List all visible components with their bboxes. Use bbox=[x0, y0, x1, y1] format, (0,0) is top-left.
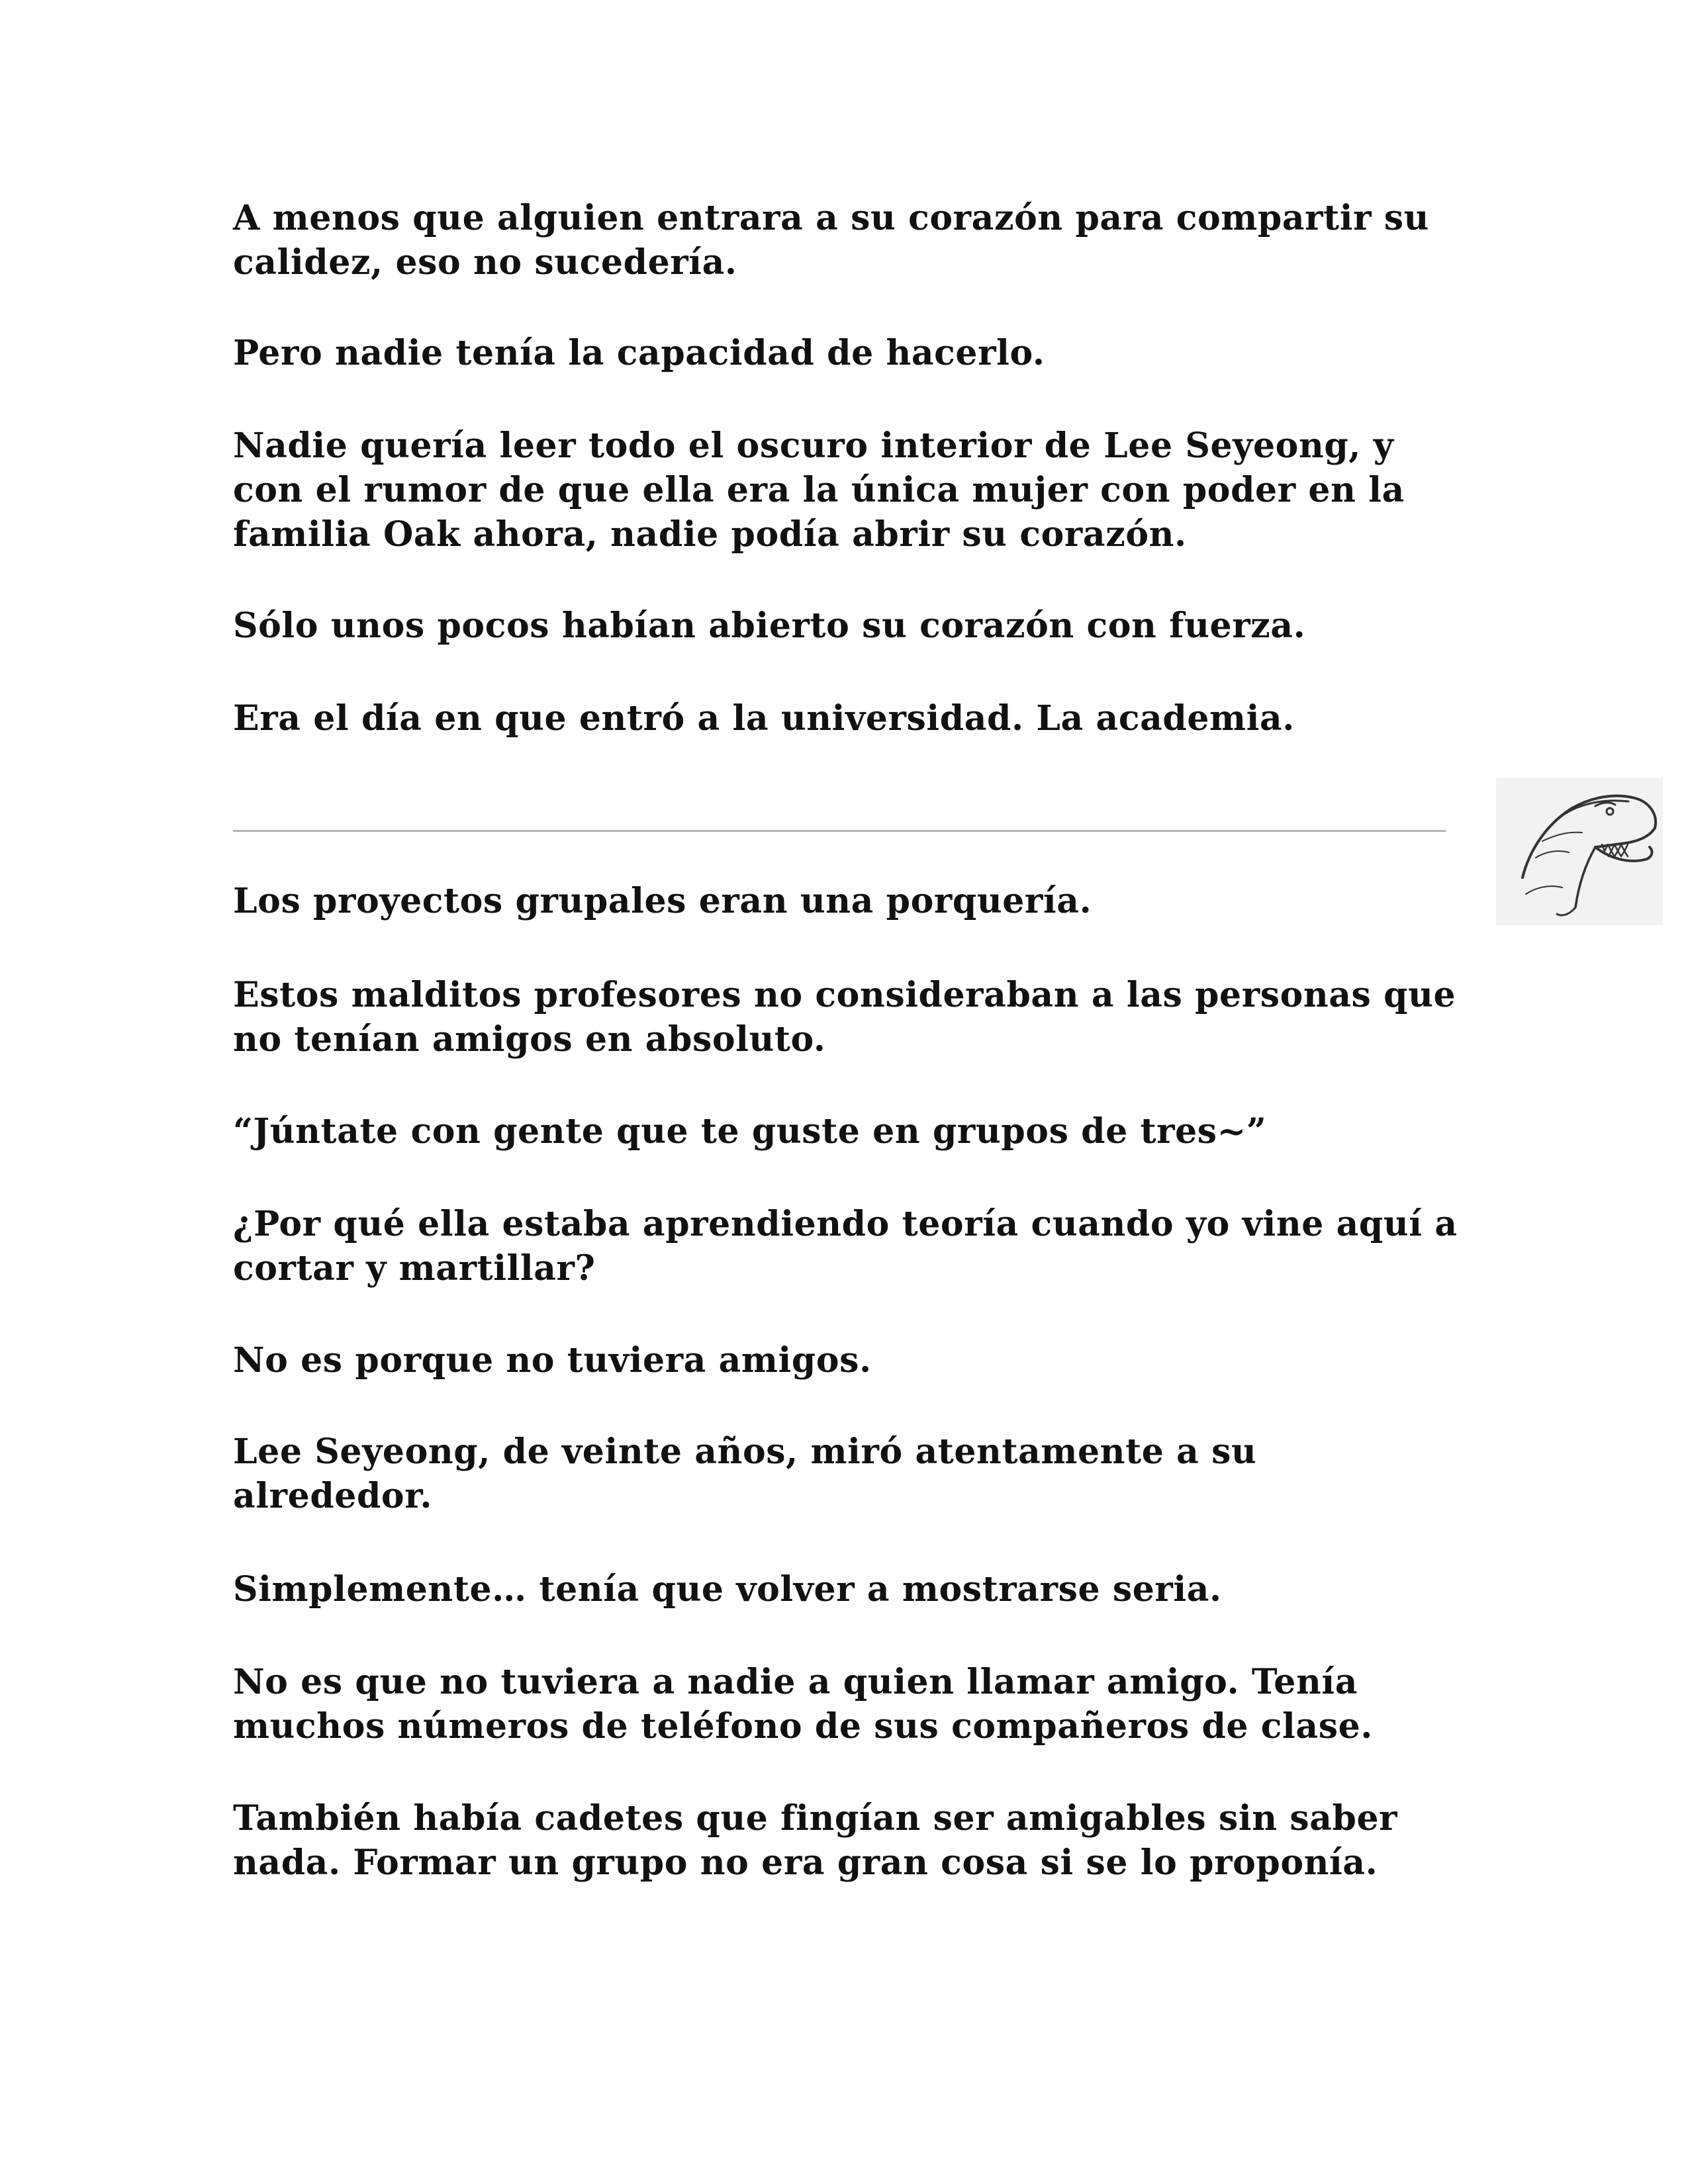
paragraph: Simplemente… tenía que volver a mostrarse seria. bbox=[233, 1569, 1222, 1610]
paragraph: A menos que alguien entrara a su corazón para compartir su calidez, eso no sucedería. bbox=[233, 198, 1430, 283]
paragraph: Pero nadie tenía la capacidad de hacerlo. bbox=[233, 333, 1045, 373]
paragraph: También había cadetes que fingían ser amigables sin saber nada. Formar un grupo no era gran cosa si se lo proponía. bbox=[233, 1798, 1398, 1883]
paragraph: No es que no tuviera a nadie a quien llamar amigo. Tenía muchos números de teléfono de sus compañeros de clase. bbox=[233, 1662, 1373, 1747]
paragraph: ¿Por qué ella estaba aprendiendo teoría cuando yo vine aquí a cortar y martillar? bbox=[233, 1204, 1458, 1289]
section-divider bbox=[233, 830, 1446, 832]
paragraph: No es porque no tuviera amigos. bbox=[233, 1340, 872, 1381]
dinosaur-head-sketch-icon bbox=[1496, 778, 1663, 925]
paragraph: Lee Seyeong, de veinte años, miró atentamente a su alrededor. bbox=[233, 1432, 1257, 1516]
paragraph: Los proyectos grupales eran una porquería. bbox=[233, 881, 1092, 921]
paragraph: “Júntate con gente que te guste en grupos de tres~” bbox=[233, 1111, 1267, 1152]
paragraph: Estos malditos profesores no consideraban a las personas que no tenían amigos en absoluto. bbox=[233, 975, 1456, 1060]
paragraph: Nadie quería leer todo el oscuro interior de Lee Seyeong, y con el rumor de que ella era la única mujer con poder en la familia Oak ahora, nadie podía abrir su corazón. bbox=[233, 426, 1405, 555]
paragraph: Sólo unos pocos habían abierto su corazón con fuerza. bbox=[233, 606, 1306, 646]
paragraph: Era el día en que entró a la universidad. La academia. bbox=[233, 698, 1295, 739]
